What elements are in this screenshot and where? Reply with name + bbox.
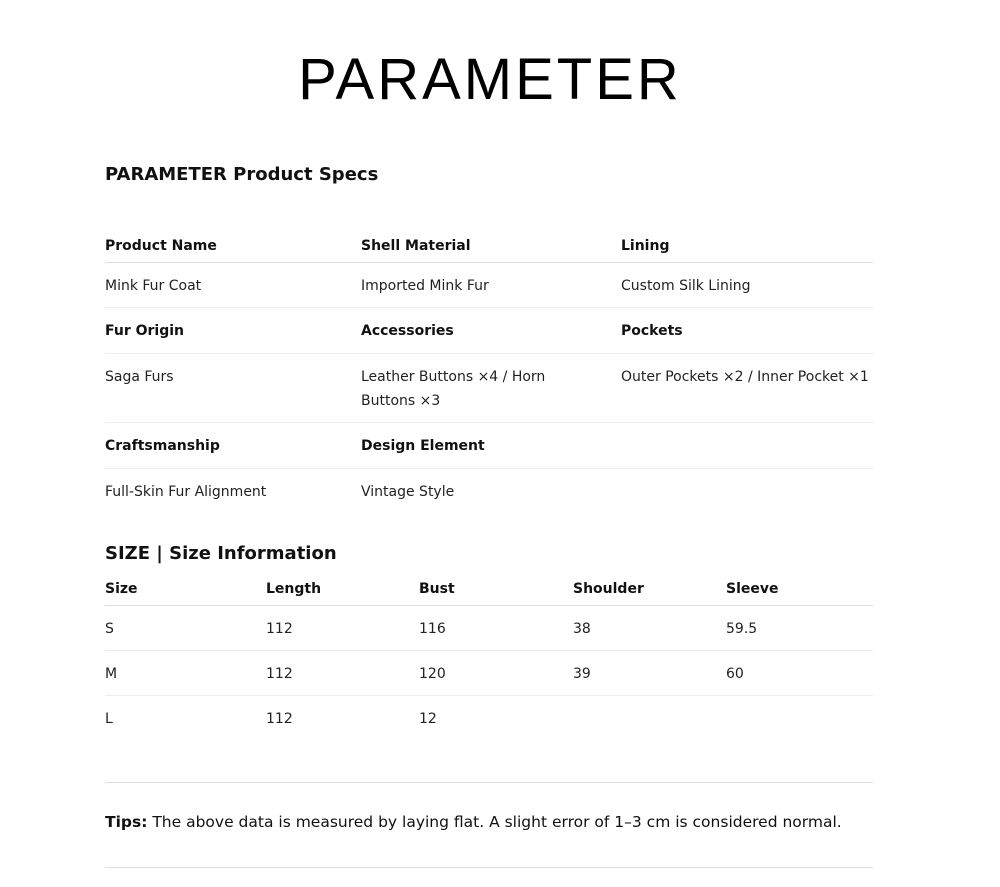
cell-length: 112 bbox=[266, 621, 293, 637]
label-design-element: Design Element bbox=[361, 438, 485, 454]
tips-note bbox=[105, 813, 905, 831]
label-fur-origin: Fur Origin bbox=[105, 323, 185, 339]
specs-section-title: PARAMETER Product Specs bbox=[105, 164, 379, 185]
divider bbox=[105, 422, 873, 423]
label-product-name: Product Name bbox=[105, 238, 217, 254]
col-shoulder: Shoulder bbox=[573, 581, 644, 597]
divider bbox=[105, 605, 873, 606]
page-title: PARAMETER bbox=[298, 47, 682, 112]
cell-shoulder: 38 bbox=[573, 621, 591, 637]
divider bbox=[105, 695, 873, 696]
cell-shoulder: 39 bbox=[573, 666, 591, 682]
cell-size: S bbox=[105, 621, 114, 637]
col-sleeve: Sleeve bbox=[726, 581, 779, 597]
divider bbox=[105, 468, 873, 469]
divider bbox=[105, 782, 873, 783]
value-pockets: Outer Pockets ×2 / Inner Pocket ×1 bbox=[621, 369, 869, 385]
value-shell-material: Imported Mink Fur bbox=[361, 278, 489, 294]
label-craftsmanship: Craftsmanship bbox=[105, 438, 220, 454]
cell-sleeve: 60 bbox=[726, 666, 744, 682]
cell-bust: 120 bbox=[419, 666, 446, 682]
cell-size: L bbox=[105, 711, 113, 727]
col-bust: Bust bbox=[419, 581, 455, 597]
tips-text: The above data is measured by laying flat. A slight error of 1–3 cm is considered normal. bbox=[152, 813, 842, 831]
divider bbox=[105, 867, 873, 868]
label-shell-material: Shell Material bbox=[361, 238, 471, 254]
divider bbox=[105, 262, 873, 263]
value-accessories: Leather Buttons ×4 / Horn Buttons ×3 bbox=[361, 369, 546, 409]
col-length: Length bbox=[266, 581, 322, 597]
divider bbox=[105, 353, 873, 354]
col-size: Size bbox=[105, 581, 138, 597]
value-product-name: Mink Fur Coat bbox=[105, 278, 202, 294]
label-pockets: Pockets bbox=[621, 323, 683, 339]
cell-length: 112 bbox=[266, 666, 293, 682]
cell-bust: 116 bbox=[419, 621, 446, 637]
size-section-title: SIZE | Size Information bbox=[105, 543, 337, 564]
label-accessories: Accessories bbox=[361, 323, 454, 339]
value-craftsmanship: Full-Skin Fur Alignment bbox=[105, 484, 267, 500]
label-lining: Lining bbox=[621, 238, 670, 254]
cell-size: M bbox=[105, 666, 118, 682]
value-design-element: Vintage Style bbox=[361, 484, 455, 500]
cell-bust: 12 bbox=[419, 711, 437, 727]
tips-label: Tips: bbox=[105, 813, 148, 831]
cell-sleeve: 59.5 bbox=[726, 621, 758, 637]
value-lining: Custom Silk Lining bbox=[621, 278, 751, 294]
divider bbox=[105, 307, 873, 308]
value-fur-origin: Saga Furs bbox=[105, 369, 174, 385]
cell-length: 112 bbox=[266, 711, 293, 727]
divider bbox=[105, 650, 873, 651]
